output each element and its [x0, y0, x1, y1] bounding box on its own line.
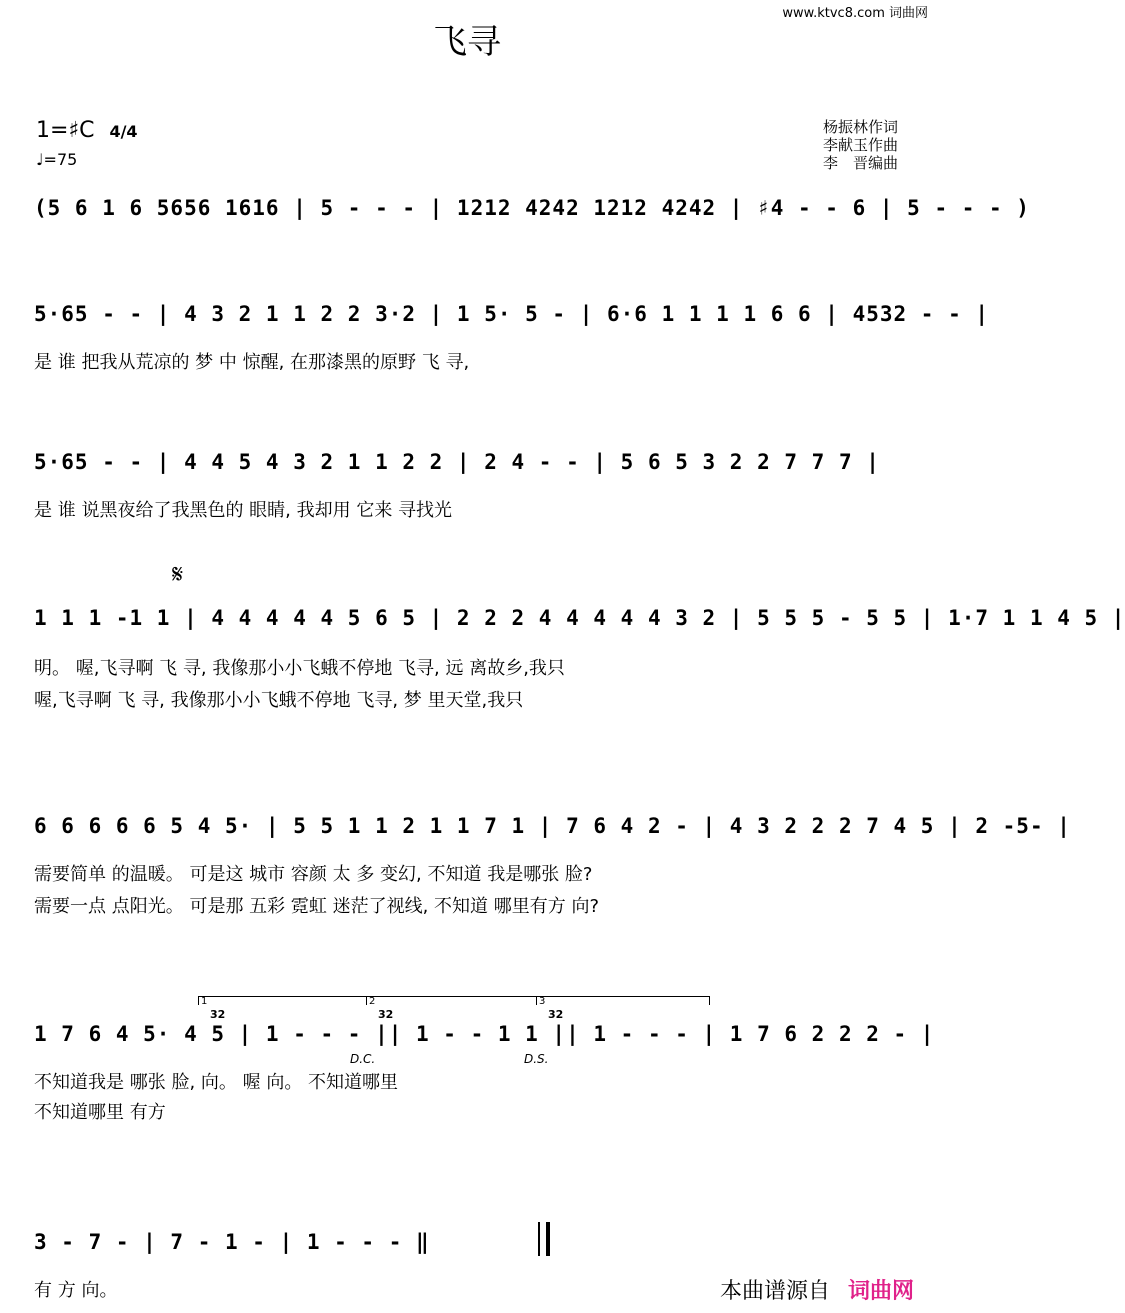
- time-signature: 4/4: [109, 122, 138, 141]
- lyrics-verse-1: 是 谁 说黑夜给了我黑色的 眼睛, 我却用 它来 寻找光: [34, 500, 453, 521]
- key-signature: [36, 118, 138, 143]
- page-title: 飞寻: [433, 22, 501, 62]
- lyrics-verse-1: 不知道我是 哪张 脸, 向。 喔 向。 不知道哪里: [34, 1072, 399, 1093]
- volta-1: 1: [198, 996, 369, 1005]
- footer-brand-logo[interactable]: 词曲网: [847, 1279, 914, 1304]
- grace-note-1: 32: [210, 1008, 226, 1021]
- grace-note-3: 32: [548, 1008, 564, 1021]
- lyrics-verse-1: 是 谁 把我从荒凉的 梦 中 惊醒, 在那漆黑的原野 飞 寻,: [34, 352, 470, 373]
- composer: 李献玉作曲: [822, 136, 898, 154]
- lyricist: 杨振林作词: [822, 118, 898, 136]
- notes-line: 1 7 6 4 5· 4 5 | 1 - - - || 1 - - 1 1 || 1 - - - | 1 7 6 2 2 2 - |: [34, 1022, 935, 1046]
- segno-sign: 𝄋: [172, 560, 184, 590]
- lyrics-verse-1: 明。 喔,飞寻啊 飞 寻, 我像那小小飞蛾不停地 飞寻, 远 离故乡,我只: [34, 658, 565, 679]
- arranger: 李 晋编曲: [822, 154, 898, 172]
- lyrics-verse-1: 有 方 向。: [34, 1280, 118, 1301]
- notes-line: (5 6 1 6 5656 1616 | 5 - - - | 1212 4242 1212 4242 | ♯4 - - 6 | 5 - - - ): [34, 196, 1030, 220]
- grace-note-2: 32: [378, 1008, 394, 1021]
- final-barline: [538, 1222, 550, 1256]
- notes-line: 6 6 6 6 6 5 4 5· | 5 5 1 1 2 1 1 7 1 | 7 6 4 2 - | 4 3 2 2 2 7 4 5 | 2 -5- |: [34, 814, 1071, 838]
- key-label: 1=♯C: [36, 118, 95, 143]
- notes-line: 5·65 - - | 4 3 2 1 1 2 2 3·2 | 1 5· 5 - | 6·6 1 1 1 1 6 6 | 4532 - - |: [34, 302, 990, 326]
- notes-line: 5·65 - - | 4 4 5 4 3 2 1 1 2 2 | 2 4 - - | 5 6 5 3 2 2 7 7 7 |: [34, 450, 880, 474]
- notes-line: 1 1 1 -1 1 | 4 4 4 4 4 5 6 5 | 2 2 2 4 4 4 4 4 3 2 | 5 5 5 - 5 5 | 1·7 1 1 4 5 |: [34, 606, 1125, 630]
- tempo-marking: ♩=75: [36, 150, 78, 169]
- lyrics-verse-2: 需要一点 点阳光。 可是那 五彩 霓虹 迷茫了视线, 不知道 哪里有方 向?: [34, 896, 600, 917]
- volta-2: 2: [366, 996, 537, 1005]
- volta-3: 3: [536, 996, 710, 1005]
- lyrics-verse-1: 需要简单 的温暖。 可是这 城市 容颜 太 多 变幻, 不知道 我是哪张 脸?: [34, 864, 593, 885]
- footer-source: 本曲谱源自: [719, 1279, 830, 1304]
- notes-line: 3 - 7 - | 7 - 1 - | 1 - - - ‖: [34, 1230, 430, 1254]
- ds-marking: D.S.: [524, 1052, 549, 1066]
- lyrics-verse-2: 不知道哪里 有方: [34, 1102, 166, 1123]
- dc-marking: D.C.: [350, 1052, 376, 1066]
- lyrics-verse-2: 喔,飞寻啊 飞 寻, 我像那小小飞蛾不停地 飞寻, 梦 里天堂,我只: [34, 690, 524, 711]
- site-url[interactable]: www.ktvc8.com 词曲网: [782, 6, 928, 21]
